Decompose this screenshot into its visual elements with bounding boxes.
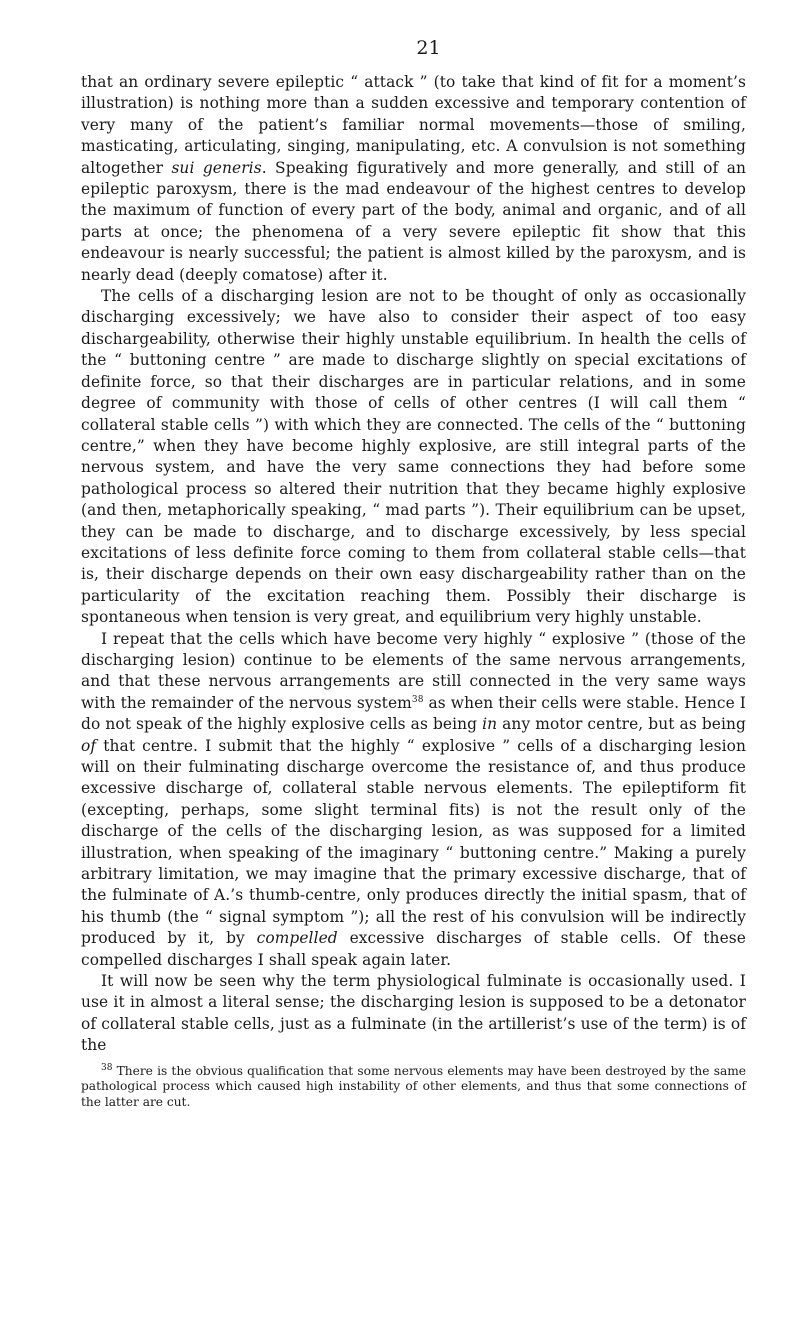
paragraph bbox=[81, 629, 746, 972]
italic-phrase: of bbox=[81, 736, 97, 755]
text-run: any motor centre, but as being bbox=[497, 715, 746, 734]
italic-phrase: sui generis bbox=[171, 158, 262, 177]
footnote-number: 38 bbox=[101, 1062, 113, 1073]
footnote-reference: 38 bbox=[411, 694, 424, 705]
body-text bbox=[81, 72, 746, 1057]
italic-phrase: in bbox=[482, 715, 498, 734]
footnote-text: There is the obvious qualification that some nervous elements may have been destroyed by the same pathological process which caused high instability of other elements, and thus that some connections of the latter are cut. bbox=[81, 1063, 746, 1109]
italic-phrase: compelled bbox=[256, 929, 338, 948]
paragraph bbox=[81, 286, 746, 629]
footnote bbox=[81, 1064, 746, 1111]
text-run: as when their cells were stable. Hence I do not speak of the highly explosive cells as being bbox=[81, 693, 746, 734]
page-number: 21 bbox=[416, 37, 441, 59]
text-run: . Speaking figuratively and more generally, and still of an epileptic paroxysm, there is the mad endeavour of the highest centres to develop the maximum of function of every part of the body, animal and organic, and of all parts at once; the phenomena of a very severe epileptic fit show that this endeavour is nearly successful; the patient is almost killed by the paroxysm, and is nearly dead (deeply comatose) after it. bbox=[81, 158, 746, 284]
text-run: that an ordinary severe epileptic “ attack ” (to take that kind of fit for a moment’s illustration) is nothing more than a sudden excessive and temporary contention of very many of the patient’s familiar normal movements—those of smiling, masticating, articulating, singing, manipulating, etc. A convulsion is not something altogether bbox=[81, 73, 746, 177]
paragraph bbox=[81, 971, 746, 1057]
text-run: that centre. I submit that the highly “ explosive ” cells of a discharging lesion will on their fulminating discharge overcome the resistance of, and thus produce excessive discharge of, collateral stable nervous elements. The epileptiform fit (excepting, perhaps, some slight terminal fits) is not the result only of the discharge of the cells of the discharging lesion, as was supposed for a limited illustration, when speaking of the imaginary “ buttoning centre.” Making a purely arbitrary limitation, we may imagine that the primary excessive discharge, that of the fulminate of A.’s thumb-centre, only produces directly the initial spasm, that of his thumb (the “ signal symptom ”); all the rest of his convulsion will be indirectly produced by it, by bbox=[81, 736, 746, 948]
text-run: The cells of a discharging lesion are not to be thought of only as occasionally discharging excessively; we have also to consider their aspect of too easy dischargeability, otherwise their highly unstable equilibrium. In health the cells of the “ buttoning centre ” are made to discharge slightly on special excitations of definite force, so that their discharges are in particular relations, and in some degree of community with those of cells of other centres (I will call them “ collateral stable cells ”) with which they are connected. The cells of the “ buttoning centre,” when they have become highly explosive, are still integral parts of the nervous system, and have the very same connections they had before some pathological process so altered their nutrition that they became highly explosive (and then, metaphorically speaking, “ mad parts ”). Their equilibrium can be upset, they can be made to discharge, and to discharge excessively, by less special excitations of less definite force coming to them from collateral stable cells—that is, their discharge depends on their own easy dischargeability rather than on the particularity of the excitation reaching them. Possibly their discharge is spontaneous when tension is very great, and equilibrium very highly unstable. bbox=[81, 287, 746, 627]
text-run: excessive discharges of stable cells. Of these compelled discharges I shall speak again later. bbox=[81, 929, 746, 969]
text-run: I repeat that the cells which have become very highly “ explosive ” (those of the discharging lesion) continue to be elements of the same nervous arrangements, and that these nervous arrangements are still connected in the very same ways with the remainder of the nervous system bbox=[81, 629, 746, 712]
paragraph bbox=[81, 72, 746, 286]
text-run: It will now be seen why the term physiological fulminate is occasionally used. I use it in almost a literal sense; the discharging lesion is supposed to be a detonator of collateral stable cells, just as a fulminate (in the artillerist’s use of the term) is of the bbox=[81, 972, 746, 1055]
